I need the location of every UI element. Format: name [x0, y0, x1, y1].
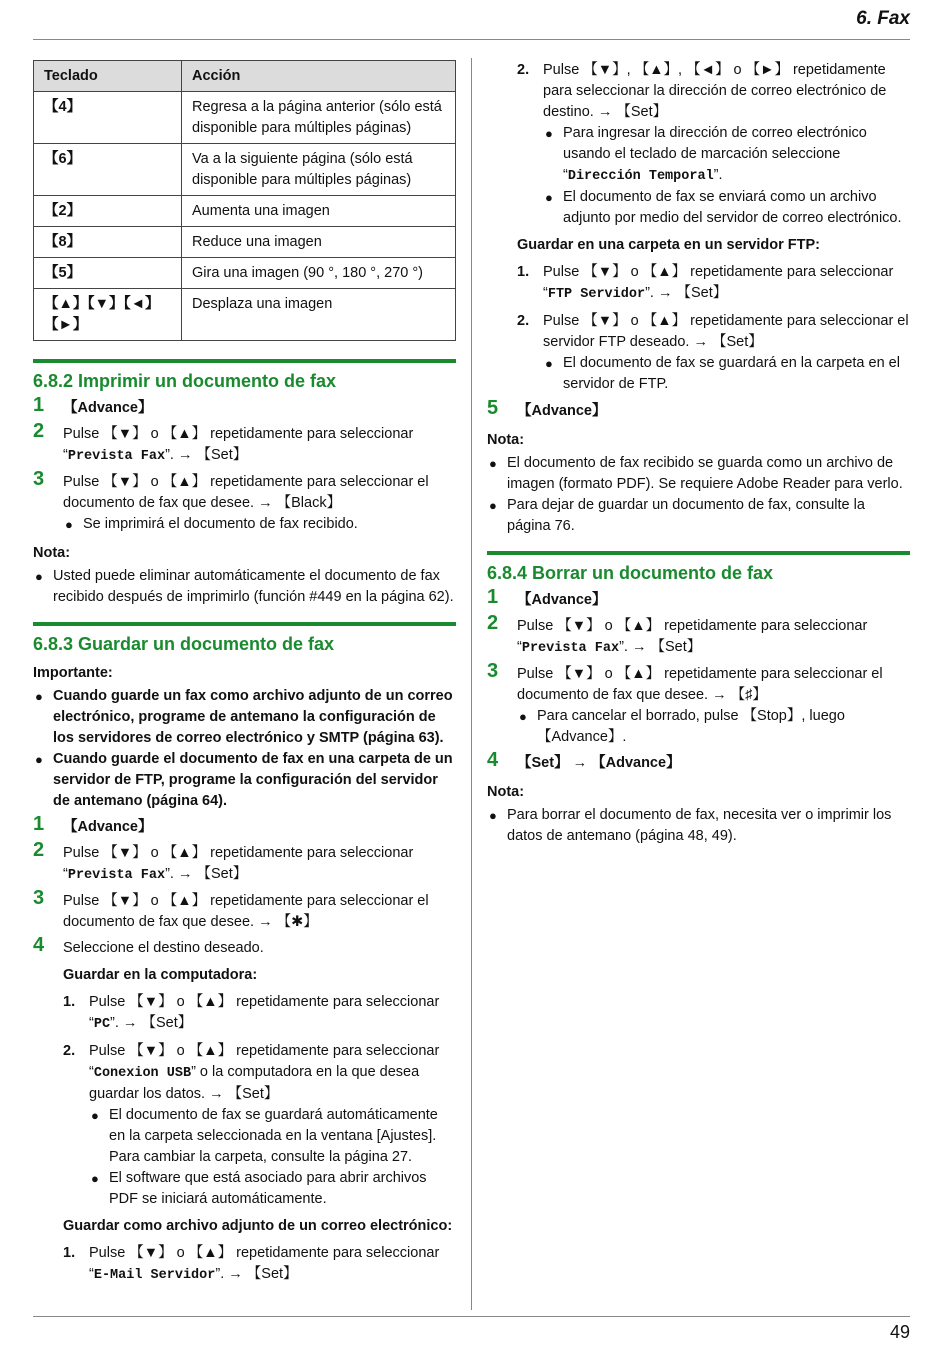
step-number: 3 [33, 468, 45, 490]
step-number: 3 [33, 887, 45, 909]
subsection-label-ftp: Guardar en una carpeta en un servidor FTP: [517, 237, 820, 253]
right-column [487, 60, 910, 847]
step [33, 468, 456, 535]
step-text: Pulse 【▼】 o 【▲】 repetidamente para seleccionar “ [63, 426, 414, 463]
table-row [34, 289, 456, 341]
step-number: 4 [33, 934, 45, 956]
step-text: Seleccione el destino deseado. [63, 940, 264, 956]
step-text: Pulse 【▼】 o 【▲】 repetidamente para seleccionar el documento de fax que desee. → 【Black】 [63, 474, 429, 511]
header-rule [33, 39, 910, 40]
step [487, 397, 910, 422]
substep: 1. Pulse 【▼】 o 【▲】 repetidamente para seleccionar “FTP Servidor”. → 【Set】 [517, 264, 894, 302]
bullet-icon: ● [519, 709, 527, 724]
step-number: 1 [33, 394, 45, 416]
bullet-item: ● Para ingresar la dirección de correo electrónico usando el teclado de marcación seleccione “Dirección Temporal”. [545, 125, 867, 184]
substep: 1. Pulse 【▼】 o 【▲】 repetidamente para seleccionar “PC”. → 【Set】 [63, 994, 440, 1032]
bullet-icon: ● [545, 356, 553, 371]
step-text: Pulse 【▼】 o 【▲】 repetidamente para seleccionar “ [63, 845, 414, 882]
menu-option: Prevista Fax [521, 641, 620, 656]
bullet-item: ● Se imprimirá el documento de fax recibido. [63, 514, 456, 535]
table-row [34, 92, 456, 144]
important-label: Importante: [33, 665, 113, 681]
step-number: 2 [33, 420, 45, 442]
menu-option: Dirección Temporal [567, 169, 714, 184]
substep-number: 1. [517, 264, 530, 280]
important-bullet: ● Cuando guarde el documento de fax en una carpeta de un servidor de FTP, programe la configuración del servidor de antemano (página 64). [35, 751, 453, 809]
step-number: 1 [487, 586, 499, 608]
step [487, 586, 910, 611]
substep-number: 2. [63, 1043, 76, 1059]
step-text: ”. → 【Set】 [165, 447, 248, 463]
bullet-item: ● El documento de fax se guardará automáticamente en la carpeta seleccionada en la ventana [Ajustes]. Para cambiar la carpeta, consulte la página 27. [91, 1107, 438, 1165]
step-text: 【Advance】 [63, 819, 153, 835]
menu-option: FTP Servidor [547, 287, 646, 302]
menu-option: Prevista Fax [67, 449, 166, 464]
table-cell-key: 【2】 [34, 196, 182, 227]
step [33, 839, 456, 886]
table-row [34, 144, 456, 196]
step-number: 2 [33, 839, 45, 861]
bullet-item: ● El documento de fax se guardará en la carpeta en el servidor de FTP. [545, 355, 900, 392]
section-title-guardar: 6.8.3 Guardar un documento de fax [33, 622, 456, 655]
substep-number: 2. [517, 62, 530, 78]
step-text: 【Advance】 [63, 400, 153, 416]
step-number: 3 [487, 660, 499, 682]
table-cell-action: Aumenta una imagen [182, 196, 456, 227]
substep: 2. Pulse 【▼】, 【▲】, 【◄】 o 【►】 repetidamente para seleccionar la dirección de correo electrónico de destino. → 【Set】 ● Para ingresar la dirección de correo electrónico usando el teclado de marcación seleccione “Dirección Temporal”. ● El documento de fax se enviará como un archivo adjunto por medio del servidor de correo electrónico. [517, 60, 910, 229]
step-text: 【Set】 → 【Advance】 [517, 755, 681, 771]
left-column [33, 60, 456, 1292]
table-header-action: Acción [182, 61, 456, 92]
note-label: Nota: [487, 784, 525, 800]
column-divider [471, 58, 472, 1310]
bullet-icon: ● [489, 456, 497, 471]
substep-number: 2. [517, 313, 530, 329]
menu-option: E-Mail Servidor [93, 1268, 216, 1283]
step [33, 813, 456, 838]
step-number: 1 [33, 813, 45, 835]
bullet-icon: ● [91, 1171, 99, 1186]
table-cell-action: Regresa a la página anterior (sólo está disponible para múltiples páginas) [182, 92, 456, 144]
table-cell-key: 【5】 [34, 258, 182, 289]
bullet-icon: ● [35, 689, 43, 704]
section-title-imprimir: 6.8.2 Imprimir un documento de fax [33, 359, 456, 392]
table-cell-key: 【8】 [34, 227, 182, 258]
table-cell-key: 【▲】【▼】【◄】【►】 [34, 289, 182, 341]
step [33, 887, 456, 933]
step-number: 2 [487, 612, 499, 634]
step [487, 749, 910, 774]
menu-option: PC [93, 1017, 111, 1032]
table-header-row [34, 61, 456, 92]
bullet-item: ● El documento de fax se enviará como un archivo adjunto por medio del servidor de correo electrónico. [545, 189, 902, 226]
substep-number: 1. [63, 994, 76, 1010]
table-cell-action: Desplaza una imagen [182, 289, 456, 341]
table-header-key: Teclado [34, 61, 182, 92]
step-number: 4 [487, 749, 499, 771]
step: 3 Pulse 【▼】 o 【▲】 repetidamente para seleccionar el documento de fax que desee. → 【♯】 ● Para cancelar el borrado, pulse 【Stop】, luego 【Advance】. [487, 664, 910, 748]
table-cell-action: Reduce una imagen [182, 227, 456, 258]
table-row [34, 258, 456, 289]
note-bullet: ● Usted puede eliminar automáticamente el documento de fax recibido después de imprimirlo (función #449 en la página 62). [35, 568, 454, 605]
chapter-header: 6. Fax [856, 8, 910, 29]
page-number: 49 [889, 1322, 910, 1342]
table-cell-key: 【4】 [34, 92, 182, 144]
table-row [34, 227, 456, 258]
note-bullet: ● Para borrar el documento de fax, necesita ver o imprimir los datos de antemano (página 48, 49). [489, 807, 892, 844]
subsection-label-email: Guardar como archivo adjunto de un correo electrónico: [63, 1218, 453, 1234]
important-bullet: ● Cuando guarde un fax como archivo adjunto de un correo electrónico, programe de antemano la configuración de los servidores de correo electrónico y SMTP (página 63). [35, 688, 453, 746]
menu-option: Conexion USB [93, 1066, 192, 1081]
bullet-item: ● Para cancelar el borrado, pulse 【Stop】, luego 【Advance】. [519, 708, 845, 745]
subsection-label-pc: Guardar en la computadora: [63, 967, 258, 983]
bullet-icon: ● [65, 517, 73, 532]
bullet-icon: ● [91, 1108, 99, 1123]
bullet-icon: ● [489, 498, 497, 513]
bullet-item: ● El software que está asociado para abrir archivos PDF se iniciará automáticamente. [91, 1170, 427, 1207]
step [33, 394, 456, 419]
section-title-borrar: 6.8.4 Borrar un documento de fax [487, 551, 910, 584]
note-bullet: ● El documento de fax recibido se guarda como un archivo de imagen (formato PDF). Se requiere Adobe Reader para verlo. [489, 455, 903, 492]
step-text: 【Advance】 [517, 403, 607, 419]
substep-number: 1. [63, 1245, 76, 1261]
step [33, 934, 456, 959]
table-cell-key: 【6】 [34, 144, 182, 196]
footer-rule [33, 1316, 910, 1317]
substep: 2. Pulse 【▼】 o 【▲】 repetidamente para seleccionar “Conexion USB” o la computadora en la que desea guardar los datos. → 【Set】 ● El documento de fax se guardará automáticamente en la carpeta seleccionada en la ventana [Ajustes]. Para cambiar la carpeta, consulte la página 27. ● El software que está asociado para abrir archivos PDF se iniciará automáticamente. [63, 1041, 456, 1210]
menu-option: Prevista Fax [67, 868, 166, 883]
table-cell-action: Gira una imagen (90 °, 180 °, 270 °) [182, 258, 456, 289]
step: 2 Pulse 【▼】 o 【▲】 repetidamente para seleccionar “Prevista Fax”. → 【Set】 [487, 612, 868, 656]
note-label: Nota: [487, 432, 525, 448]
note-label: Nota: [33, 545, 71, 561]
note-bullet: ● Para dejar de guardar un documento de fax, consulte la página 76. [489, 497, 865, 534]
substep: 1. Pulse 【▼】 o 【▲】 repetidamente para seleccionar “E-Mail Servidor”. → 【Set】 [63, 1245, 440, 1283]
bullet-icon: ● [35, 569, 43, 584]
bullet-icon: ● [545, 126, 553, 141]
keypad-action-table [33, 60, 456, 341]
bullet-icon: ● [489, 808, 497, 823]
step-number: 5 [487, 397, 499, 419]
step [33, 420, 456, 467]
bullet-icon: ● [35, 752, 43, 767]
bullet-icon: ● [545, 190, 553, 205]
step-text: Pulse 【▼】 o 【▲】 repetidamente para seleccionar el documento de fax que desee. → 【✱】 [63, 893, 429, 930]
table-cell-action: Va a la siguiente página (sólo está disponible para múltiples páginas) [182, 144, 456, 196]
step-text: ”. → 【Set】 [165, 866, 248, 882]
substep: 2. Pulse 【▼】 o 【▲】 repetidamente para seleccionar el servidor FTP deseado. → 【Set】 ● El documento de fax se guardará en la carpeta en el servidor de FTP. [517, 311, 910, 395]
table-row [34, 196, 456, 227]
step-text: 【Advance】 [517, 592, 607, 608]
